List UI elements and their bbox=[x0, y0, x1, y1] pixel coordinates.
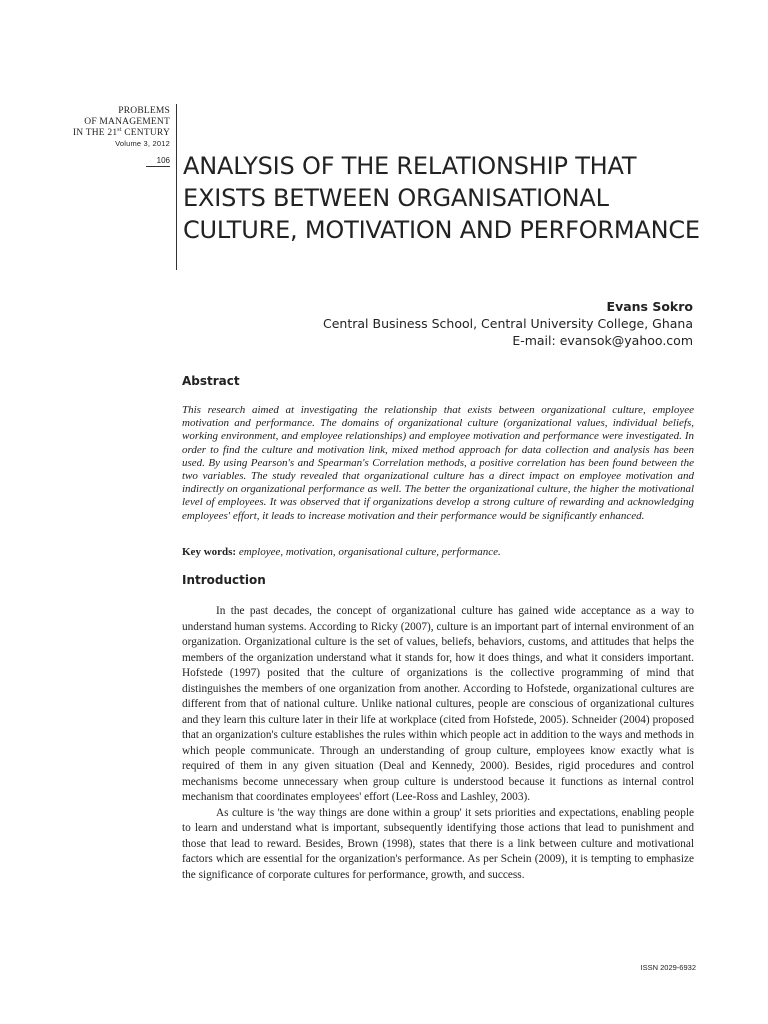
paragraph: As culture is 'the way things are done within a group' it sets priorities and expectations, enabling people to learn and understand what is important, subsequently identifying those actions that lead to punishment and those that lead to reward. Besides, Brown (1998), states that there is a link between culture and motivational factors which are essential for the organization's performance. As per Schein (2009), it is tempting to emphasize the significance of corporate cultures for performance, growth, and success. bbox=[182, 806, 694, 881]
author-name: Evans Sokro bbox=[606, 299, 693, 314]
author-affiliation: Central Business School, Central University College, Ghana bbox=[323, 316, 693, 331]
issn: ISSN 2029-6932 bbox=[640, 963, 696, 972]
keywords-line bbox=[182, 546, 694, 559]
journal-volume: Volume 3, 2012 bbox=[115, 139, 170, 148]
abstract-text: This research aimed at investigating the relationship that exists between organizational culture, employee motivation and performance. The domains of organizational culture (organizational values, individual beliefs, working environment, and employee relationships) and employee motivation and performance were investigated. In order to find the culture and motivation link, mixed method approach for data collection and analysis has been used. By using Pearson's and Spearman's Correlation methods, a positive correlation has been found between the two variables. The study revealed that organizational culture has a direct impact on employee motivation and indirectly on organizational performance as well. The better the organizational culture, the higher the motivational level of employees. It was observed that if organizations develop a strong culture of rewarding and acknowledging employees' effort, it leads to increase motivation and their performance would be significantly enhanced. bbox=[182, 404, 694, 522]
page-number: 106 bbox=[146, 156, 170, 167]
paragraph: In the past decades, the concept of organizational culture has gained wide acceptance as a way to understand human systems. According to Ricky (2007), culture is an important part of internal environment of an organization. Organizational culture is the set of values, beliefs, behaviors, customs, and attitudes that helps the members of the organization understand what it stands for, how it does things, and what it considers important. Hofstede (1997) posited that the culture of organizations is the collective programming of mind that distinguishes the members of one organization from another. According to Hofstede, organizational cultures are different from that of national culture. Unlike national cultures, people are conscious of organizational cultures and they learn this culture later in their life at workplace (cited from Hofstede, 2005). Schneider (2004) proposed that an organization's culture establishes the rules within which people act in addition to the ways and methods in which people communicate. Through an understanding of group culture, employees know exactly what is required of them in any given situation (Deal and Kennedy, 2000). Besides, rigid procedures and control mechanisms become unnecessary when group culture is understood because it functions as internal control mechanism that coordinates employees' effort (Lee-Ross and Lashley, 2003). bbox=[182, 605, 695, 803]
introduction-heading: Introduction bbox=[182, 573, 266, 587]
abstract-heading: Abstract bbox=[182, 374, 240, 388]
email-label: E-mail: bbox=[512, 333, 556, 348]
keywords-label: Key words: bbox=[182, 546, 237, 558]
keywords-text: employee, motivation, organisational culture, performance. bbox=[238, 546, 501, 558]
introduction-body bbox=[182, 604, 694, 883]
author-email-line bbox=[323, 332, 693, 349]
journal-line-1: PROBLEMS bbox=[118, 106, 170, 116]
journal-name bbox=[73, 106, 170, 149]
header-divider bbox=[176, 104, 177, 270]
article-title: ANALYSIS OF THE RELATIONSHIP THAT EXISTS BETWEEN ORGANISATIONAL CULTURE, MOTIVATION AND PERFORMANCE bbox=[183, 152, 700, 244]
author-email: evansok@yahoo.com bbox=[559, 333, 693, 348]
journal-line-2: OF MANAGEMENT bbox=[84, 117, 170, 127]
author-block bbox=[323, 298, 693, 349]
journal-line-3: IN THE 21st CENTURY bbox=[72, 126, 170, 138]
